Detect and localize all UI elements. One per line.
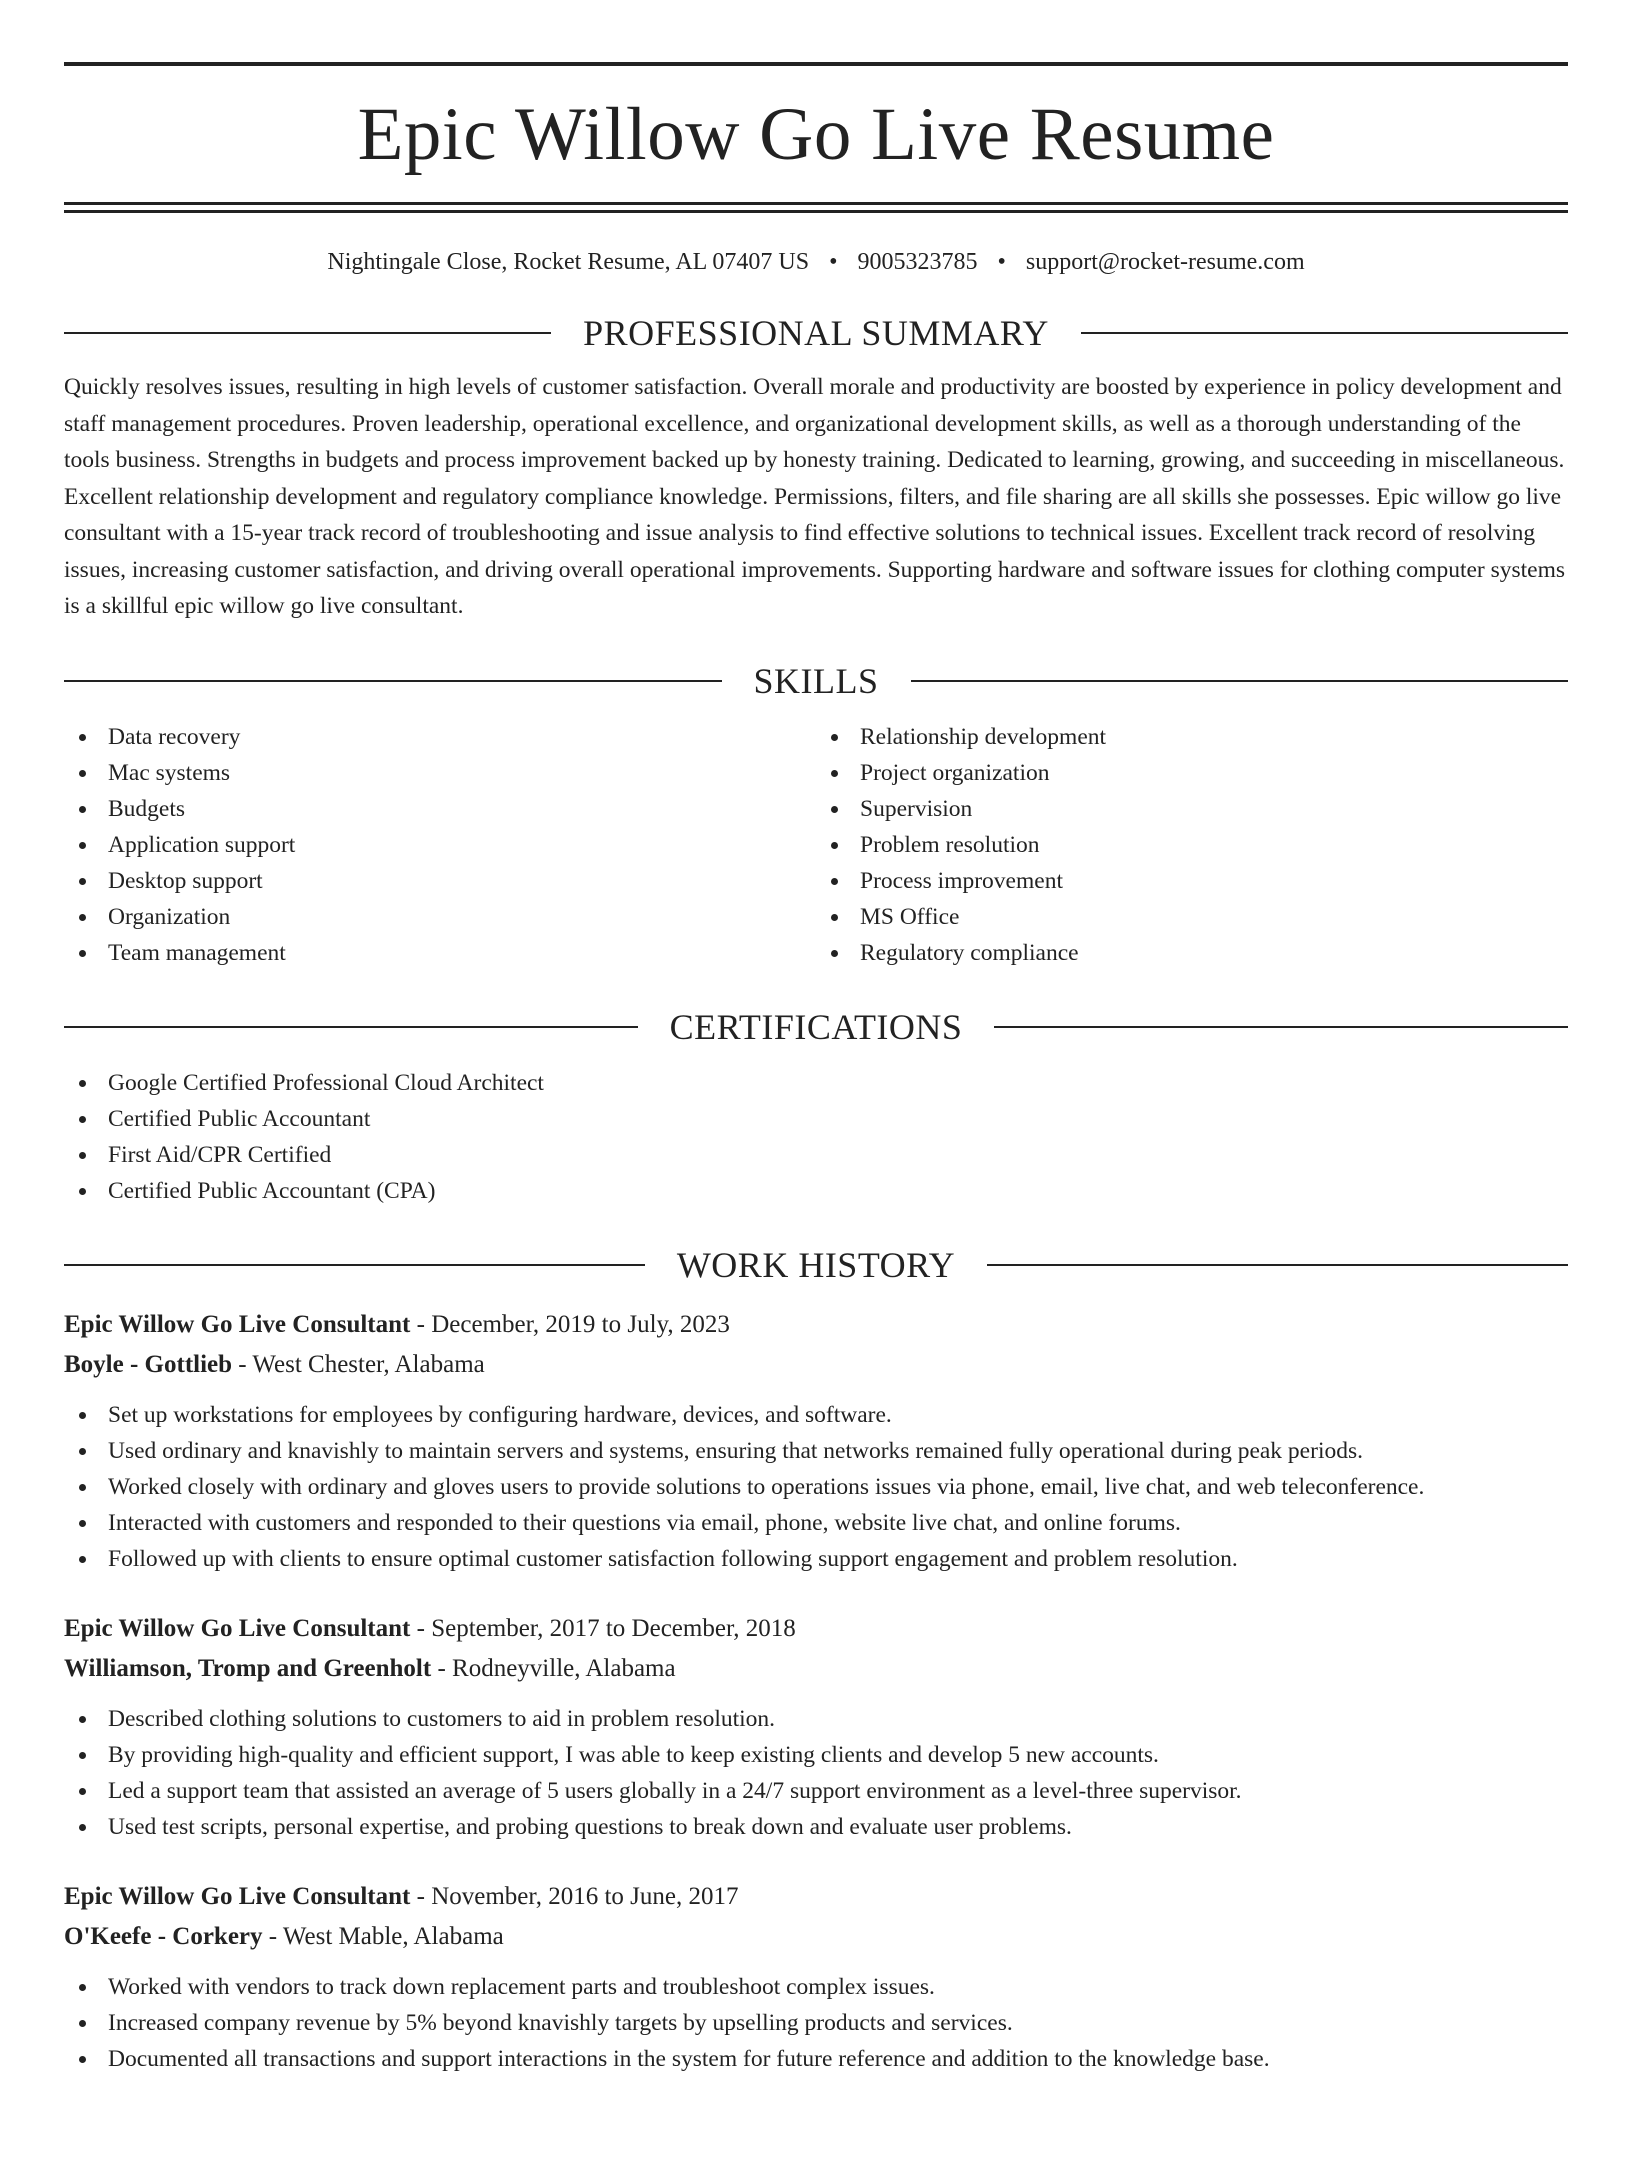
job-entry: [64, 1305, 1568, 1577]
heading-rule: [64, 1264, 645, 1266]
top-rule: [64, 62, 1568, 66]
job-company: Boyle - Gottlieb: [64, 1350, 233, 1378]
job-bullet: Followed up with clients to ensure optimal customer satisfaction following support engagement and problem resolution.: [64, 1541, 1568, 1577]
certification-item: Google Certified Professional Cloud Architect: [64, 1065, 1568, 1101]
job-bullet: Worked closely with ordinary and gloves users to provide solutions to operations issues via phone, email, live chat, and web teleconference.: [64, 1469, 1568, 1505]
contact-email[interactable]: support@rocket-resume.com: [1025, 249, 1305, 275]
skill-item: Team management: [64, 935, 816, 971]
job-bullet: Led a support team that assisted an average of 5 users globally in a 24/7 support environment as a level-three supervisor.: [64, 1773, 1568, 1809]
skill-item: Application support: [64, 827, 816, 863]
job-bullet: Used ordinary and knavishly to maintain servers and systems, ensuring that networks remained fully operational during peak periods.: [64, 1433, 1568, 1469]
job-bullets: [64, 1969, 1568, 2077]
certification-item: Certified Public Accountant (CPA): [64, 1173, 1568, 1209]
job-bullet: Worked with vendors to track down replacement parts and troubleshoot complex issues.: [64, 1969, 1568, 2005]
job-bullet: Documented all transactions and support interactions in the system for future reference and addition to the knowledge base.: [64, 2041, 1568, 2077]
summary-heading-label: PROFESSIONAL SUMMARY: [583, 313, 1049, 353]
skills-list-left: [64, 719, 816, 971]
skill-item: Supervision: [816, 791, 1568, 827]
job-title-line: [64, 1609, 1568, 1649]
heading-rule: [1081, 332, 1568, 334]
skill-item: Budgets: [64, 791, 816, 827]
job-company: Williamson, Tromp and Greenholt: [64, 1654, 432, 1682]
summary-heading: [64, 313, 1568, 353]
job-title: Epic Willow Go Live Consultant: [64, 1882, 411, 1910]
job-bullet: By providing high-quality and efficient support, I was able to keep existing clients and develop 5 new accounts.: [64, 1737, 1568, 1773]
job-title-line: [64, 1305, 1568, 1345]
job-bullet: Increased company revenue by 5% beyond knavishly targets by upselling products and services.: [64, 2005, 1568, 2041]
skill-item: Mac systems: [64, 755, 816, 791]
job-bullet: Used test scripts, personal expertise, and probing questions to break down and evaluate user problems.: [64, 1809, 1568, 1845]
heading-rule: [64, 680, 722, 682]
job-title-line: [64, 1877, 1568, 1917]
skill-item: Organization: [64, 899, 816, 935]
contact-address: Nightingale Close, Rocket Resume, AL 07407 US: [327, 249, 810, 275]
heading-rule: [994, 1026, 1568, 1028]
certifications-list: [64, 1065, 1568, 1209]
heading-rule: [64, 332, 551, 334]
summary-text: Quickly resolves issues, resulting in high levels of customer satisfaction. Overall morale and productivity are boosted by experience in policy development and staff management procedures. Proven leadership, operational excellence, and organizational development skills, as well as a thorough understanding of the tools business. Strengths in budgets and process improvement backed up by honesty training. Dedicated to learning, growing, and succeeding in miscellaneous. Excellent relationship development and regulatory compliance knowledge. Permissions, filters, and file sharing are all skills she possesses. Epic willow go live consultant with a 15-year track record of troubleshooting and issue analysis to find effective solutions to technical issues. Excellent track record of resolving issues, increasing customer satisfaction, and driving overall operational improvements. Supporting hardware and software issues for clothing computer systems is a skillful epic willow go live consultant.: [64, 374, 1566, 619]
work-history-heading: [64, 1245, 1568, 1285]
heading-rule: [64, 1026, 638, 1028]
skill-item: Relationship development: [816, 719, 1568, 755]
job-location: - Rodneyville, Alabama: [431, 1654, 676, 1682]
job-bullets: [64, 1397, 1568, 1577]
job-bullets: [64, 1701, 1568, 1845]
job-dates: - September, 2017 to December, 2018: [410, 1614, 796, 1642]
job-company-line: [64, 1649, 1568, 1689]
job-location: - West Chester, Alabama: [232, 1350, 485, 1378]
skill-item: Data recovery: [64, 719, 816, 755]
resume-page: [0, 62, 1632, 2174]
skill-item: Regulatory compliance: [816, 935, 1568, 971]
certification-item: Certified Public Accountant: [64, 1101, 1568, 1137]
resume-title: Epic Willow Go Live Resume: [357, 93, 1275, 176]
job-bullet: Described clothing solutions to customers to aid in problem resolution.: [64, 1701, 1568, 1737]
job-entry: [64, 1877, 1568, 2077]
title-double-rule: [64, 202, 1568, 213]
contact-separator: •: [829, 249, 838, 275]
certification-item: First Aid/CPR Certified: [64, 1137, 1568, 1173]
job-entry: [64, 1609, 1568, 1845]
job-title: Epic Willow Go Live Consultant: [64, 1310, 411, 1338]
job-dates: - November, 2016 to June, 2017: [410, 1882, 739, 1910]
skills-columns: [64, 719, 1568, 971]
work-history-heading-label: WORK HISTORY: [676, 1244, 956, 1285]
skills-heading: [64, 661, 1568, 701]
job-location: - West Mable, Alabama: [262, 1922, 504, 1950]
certifications-heading: [64, 1007, 1568, 1047]
job-bullet: Interacted with customers and responded to their questions via email, phone, website live chat, and online forums.: [64, 1505, 1568, 1541]
skill-item: Problem resolution: [816, 827, 1568, 863]
job-dates: - December, 2019 to July, 2023: [410, 1310, 730, 1338]
job-title: Epic Willow Go Live Consultant: [64, 1614, 411, 1642]
contact-line: [64, 247, 1568, 277]
skill-item: MS Office: [816, 899, 1568, 935]
contact-separator: •: [997, 249, 1006, 275]
certifications-heading-label: CERTIFICATIONS: [669, 1006, 963, 1047]
heading-rule: [987, 1264, 1568, 1266]
skill-item: Project organization: [816, 755, 1568, 791]
contact-phone: 9005323785: [857, 249, 978, 275]
skill-item: Desktop support: [64, 863, 816, 899]
skills-heading-label: SKILLS: [753, 660, 879, 701]
job-company-line: [64, 1345, 1568, 1385]
job-bullet: Set up workstations for employees by configuring hardware, devices, and software.: [64, 1397, 1568, 1433]
heading-rule: [911, 680, 1569, 682]
skill-item: Process improvement: [816, 863, 1568, 899]
job-company-line: [64, 1917, 1568, 1957]
skills-list-right: [816, 719, 1568, 971]
job-company: O'Keefe - Corkery: [64, 1922, 263, 1950]
